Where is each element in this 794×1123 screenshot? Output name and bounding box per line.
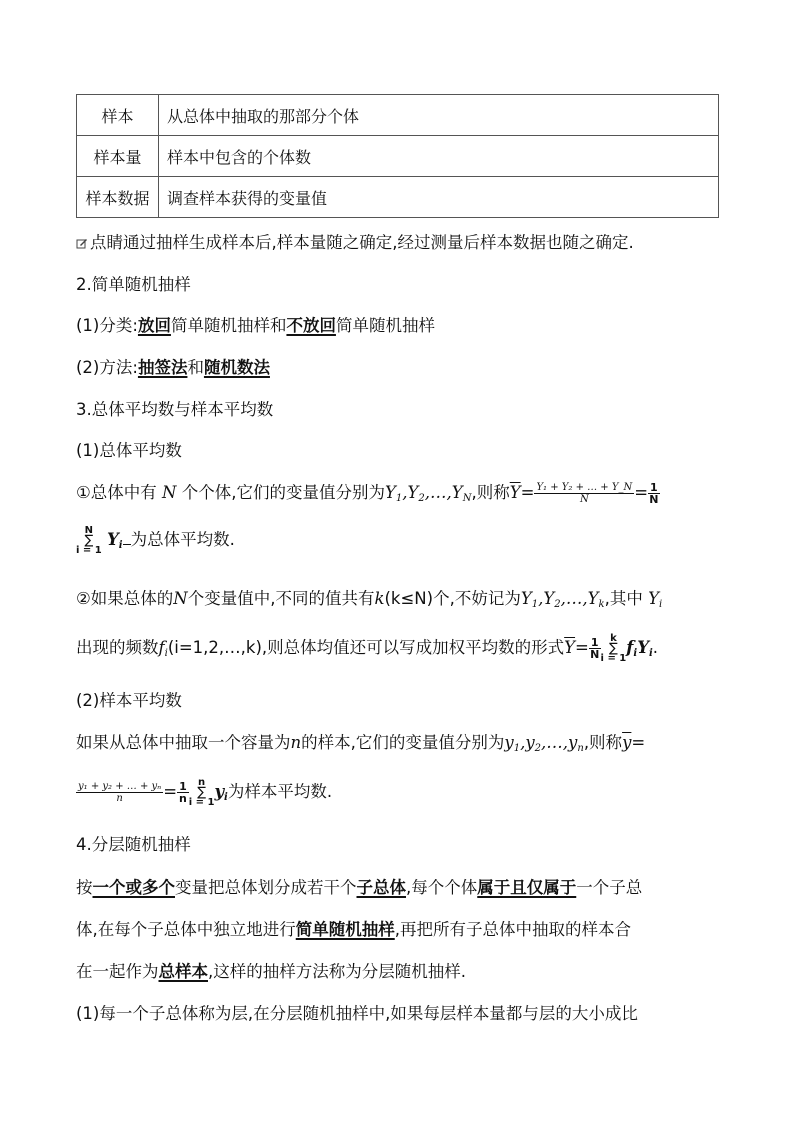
section-4-line-1	[76, 877, 642, 899]
text-span: 简单随机抽样	[335, 316, 435, 335]
text-span: ,再把所有子总体中抽取的样本合	[394, 920, 631, 939]
population-mean-para-2	[76, 588, 662, 616]
keyword-replacement: 放回	[137, 316, 171, 335]
section-3-title: 3.总体平均数与样本平均数	[76, 400, 274, 419]
section-2-line-1	[76, 315, 435, 337]
keyword-random-number: 随机数法	[203, 358, 270, 377]
text-span: (2)方法:	[76, 358, 138, 377]
section-4-line-4: (1)每一个子总体称为层,在分层随机抽样中,如果每层样本量都与层的大小成比	[76, 1004, 638, 1023]
fraction: $\frac{1}{N}$	[649, 481, 659, 506]
fraction: $\frac{1}{N}$	[590, 636, 600, 661]
keyword: 一个或多个	[92, 878, 175, 897]
keyword: 简单随机抽样	[295, 920, 395, 939]
table-cell-desc: 从总体中抽取的那部分个体	[159, 95, 719, 136]
text-span: 简单随机抽样和	[170, 316, 287, 335]
table-cell-term: 样本量	[77, 136, 159, 177]
keyword: 子总体	[356, 878, 406, 897]
text-span: 出现的频数	[76, 638, 159, 657]
math-var: N	[173, 589, 188, 608]
math-var: $y_1,y_2,\dots,y_n$	[504, 733, 584, 754]
text-span: ①总体中有	[76, 483, 157, 502]
text-span: 一个子总	[576, 878, 643, 897]
text-span: ,这样的抽样方法称为分层随机抽样.	[208, 962, 466, 981]
keyword: 属于且仅属于	[477, 878, 577, 897]
table-cell-term: 样本	[77, 95, 159, 136]
keyword-no-replacement: 不放回	[286, 316, 336, 335]
text-span: (i=1,2,…,k)	[167, 638, 262, 657]
text-span: ,则总体均值还可以写成加权平均数的形式	[261, 638, 565, 657]
math-term: $y_i$	[214, 782, 228, 803]
text-span: ②如果总体的	[76, 589, 174, 608]
population-mean-para-1-cont	[76, 526, 235, 557]
table-cell-term: 样本数据	[77, 177, 159, 218]
keyword: 总样本	[158, 962, 208, 981]
text-span: 个个体,它们的变量值分别为	[181, 483, 385, 502]
text-span: (1)分类:	[76, 316, 138, 335]
text-span: ,每个个体	[406, 878, 478, 897]
table-cell-desc: 调查样本获得的变量值	[159, 177, 719, 218]
math-term: $f_iY_i$	[626, 638, 653, 659]
text-span: (k≤N)	[384, 589, 434, 608]
underline-blank	[123, 544, 131, 545]
text-span: ,则称	[583, 733, 623, 752]
text-span: 的样本,它们的变量值分别为	[301, 733, 505, 752]
keyword-lottery: 抽签法	[137, 358, 188, 377]
text-span: 在一起作为	[76, 962, 159, 981]
sample-mean-formula: $\frac{\text{y₁ + y₂ + … + yₙ}}{n}$ = $\frac{1}{n}$ n ∑ i = 1 $y_i$为样本平均数.	[78, 777, 333, 808]
note-line	[76, 232, 634, 254]
text-span: 和	[187, 358, 204, 377]
math-ybar: $\overline{Y}$	[509, 483, 521, 502]
text-span: 按	[76, 878, 93, 897]
summation: n ∑ i = 1	[188, 777, 215, 808]
section-3-sub-1: (1)总体平均数	[76, 441, 182, 460]
summation: N ∑ i = 1	[76, 525, 102, 556]
text-span: 为样本平均数.	[227, 782, 333, 801]
math-ybar: $\overline{y}$	[622, 733, 632, 752]
math-var: n	[290, 733, 302, 752]
text-span: =	[634, 483, 649, 502]
section-4-line-2	[76, 919, 631, 941]
definition-table	[76, 94, 719, 218]
population-mean-para-1: ①总体中有 N 个个体,它们的变量值分别为$Y_1,Y_2,\dots,Y_N$,则称$\overline{Y}=$ $\frac{\text{Y₁ + Y₂ + … + Y\_N}}{N}$ = $\frac{1}{N}$	[76, 481, 659, 506]
text-span: 为总体平均数.	[130, 530, 235, 549]
section-3-sub-2: (2)样本平均数	[76, 691, 182, 710]
math-var: k	[374, 589, 385, 608]
note-text: 点睛通过抽样生成样本后,样本量随之确定,经过测量后样本数据也随之确定.	[90, 233, 634, 252]
text-span: ,则称	[471, 483, 510, 502]
section-4-title: 4.分层随机抽样	[76, 835, 191, 854]
section-2-title: 2.简单随机抽样	[76, 275, 191, 294]
text-span: 个变量值中,不同的值共有	[187, 589, 375, 608]
summation: k ∑ i = 1	[600, 633, 627, 664]
population-mean-para-2-cont: 出现的频数$f_i(i=1,2,\dots,k)$,则总体均值还可以写成加权平均数的形式$\overline{Y}=$ $\frac{1}{N}$ k ∑ i = 1 $f_iY_i$.	[76, 633, 659, 664]
math-var: $Y_1,Y_2,\dots,Y_N$	[384, 483, 472, 504]
pencil-note-icon	[76, 233, 88, 245]
sample-mean-para: 如果从总体中抽取一个容量为n的样本,它们的变量值分别为$y_1,y_2,\dots,y_n$,则称$\overline{y}=$	[76, 733, 646, 754]
table-row	[77, 136, 719, 177]
text-span: 变量把总体划分成若干个	[175, 878, 357, 897]
math-ybar: $\overline{Y}$	[564, 638, 576, 657]
text-span: 个,不妨记为	[433, 589, 521, 608]
math-var: $Y_i$	[648, 589, 663, 610]
table-cell-desc: 样本中包含的个体数	[159, 136, 719, 177]
section-4-line-3	[76, 961, 466, 983]
table-row	[77, 95, 719, 136]
fraction: $\frac{\text{y₁ + y₂ + … + yₙ}}{n}$	[78, 781, 162, 804]
text-span: ,其中	[604, 589, 643, 608]
table-row	[77, 177, 719, 218]
fraction: $\frac{1}{n}$	[178, 780, 187, 805]
fraction: $\frac{\text{Y₁ + Y₂ + … + Y\_N}}{N}$	[536, 482, 633, 505]
text-span: 体,在每个子总体中独立地进行	[76, 920, 296, 939]
math-term: $Y_i$	[106, 530, 123, 551]
text-span: 如果从总体中抽取一个容量为	[76, 733, 291, 752]
section-2-line-2	[76, 357, 270, 379]
math-var: N	[162, 483, 177, 502]
math-var: $Y_1,Y_2,\dots,Y_k$	[520, 589, 605, 610]
math-var: $f_i$	[158, 638, 168, 659]
